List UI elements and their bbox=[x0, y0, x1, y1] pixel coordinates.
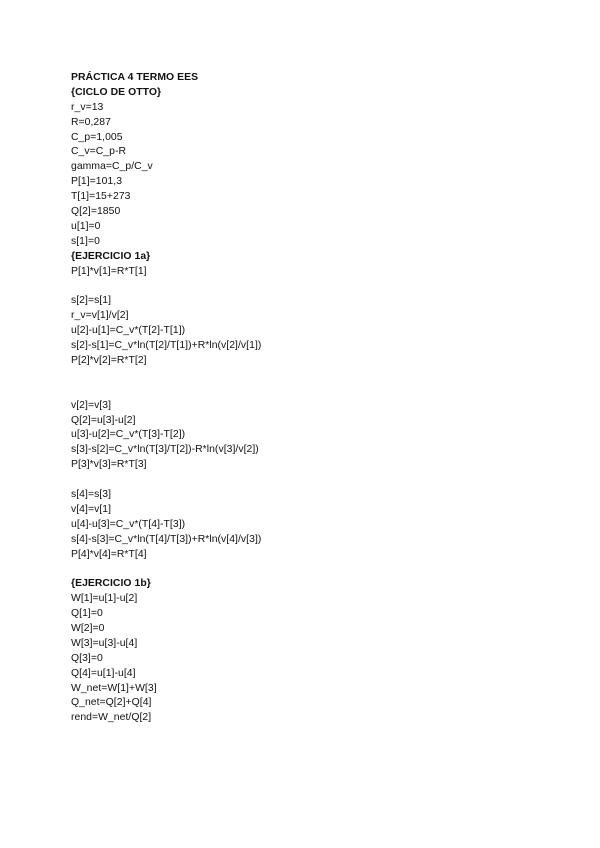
code-line: W_net=W[1]+W[3] bbox=[71, 682, 157, 694]
spacer bbox=[71, 562, 571, 577]
code-line: P[3]*v[3]=R*T[3] bbox=[71, 459, 147, 471]
section-heading-1a: {EJERCICIO 1a} bbox=[71, 250, 151, 262]
code-line: W[2]=0 bbox=[71, 622, 105, 634]
code-line: r_v=13 bbox=[71, 101, 104, 113]
state-2-block bbox=[71, 294, 571, 368]
document-body bbox=[71, 71, 571, 726]
spacer bbox=[71, 473, 571, 488]
code-line: Q[2]=u[3]-u[2] bbox=[71, 414, 136, 426]
code-line: s[4]=s[3] bbox=[71, 488, 112, 500]
code-line: P[1]*v[1]=R*T[1] bbox=[71, 265, 147, 277]
code-line: s[4]-s[3]=C_v*ln(T[4]/T[3])+R*ln(v[4]/v[3]) bbox=[71, 533, 262, 545]
code-line: P[2]*v[2]=R*T[2] bbox=[71, 354, 147, 366]
code-line: Q_net=Q[2]+Q[4] bbox=[71, 697, 152, 709]
code-line: T[1]=15+273 bbox=[71, 191, 131, 203]
state-4-block bbox=[71, 488, 571, 562]
code-line: gamma=C_p/C_v bbox=[71, 161, 153, 173]
code-line: u[1]=0 bbox=[71, 220, 101, 232]
code-line: Q[2]=1850 bbox=[71, 206, 121, 218]
code-line: P[1]=101,3 bbox=[71, 176, 123, 188]
document-title: PRÁCTICA 4 TERMO EES bbox=[71, 72, 199, 83]
otto-lines bbox=[71, 101, 571, 250]
code-line: C_p=1,005 bbox=[71, 131, 123, 143]
code-line: W[3]=u[3]-u[4] bbox=[71, 637, 138, 649]
code-line: W[1]=u[1]-u[2] bbox=[71, 593, 138, 605]
code-line: s[2]=s[1] bbox=[71, 295, 112, 307]
code-line: u[2]-u[1]=C_v*(T[2]-T[1]) bbox=[71, 325, 186, 337]
spacer bbox=[71, 279, 571, 294]
code-line: rend=W_net/Q[2] bbox=[71, 712, 152, 724]
code-line: C_v=C_p-R bbox=[71, 146, 127, 158]
work-heat-block bbox=[71, 592, 571, 726]
code-line: Q[3]=0 bbox=[71, 652, 103, 664]
spacer bbox=[71, 369, 571, 399]
code-line: Q[1]=0 bbox=[71, 608, 103, 620]
code-line: u[4]-u[3]=C_v*(T[4]-T[3]) bbox=[71, 518, 186, 530]
code-line: R=0,287 bbox=[71, 116, 111, 128]
state-3-block bbox=[71, 399, 571, 473]
code-line: v[4]=v[1] bbox=[71, 503, 112, 515]
code-line: P[4]*v[4]=R*T[4] bbox=[71, 548, 147, 560]
section-heading-1b: {EJERCICIO 1b} bbox=[71, 578, 151, 590]
code-line: Q[4]=u[1]-u[4] bbox=[71, 667, 136, 679]
code-line: s[1]=0 bbox=[71, 235, 100, 247]
code-line: u[3]-u[2]=C_v*(T[3]-T[2]) bbox=[71, 429, 186, 441]
section-heading-otto: {CICLO DE OTTO} bbox=[71, 86, 162, 98]
code-line: s[2]-s[1]=C_v*ln(T[2]/T[1])+R*ln(v[2]/v[1]) bbox=[71, 340, 262, 352]
code-line: s[3]-s[2]=C_v*ln(T[3]/T[2])-R*ln(v[3]/v[2]) bbox=[71, 444, 259, 456]
code-line: v[2]=v[3] bbox=[71, 399, 112, 411]
code-line: r_v=v[1]/v[2] bbox=[71, 310, 129, 322]
